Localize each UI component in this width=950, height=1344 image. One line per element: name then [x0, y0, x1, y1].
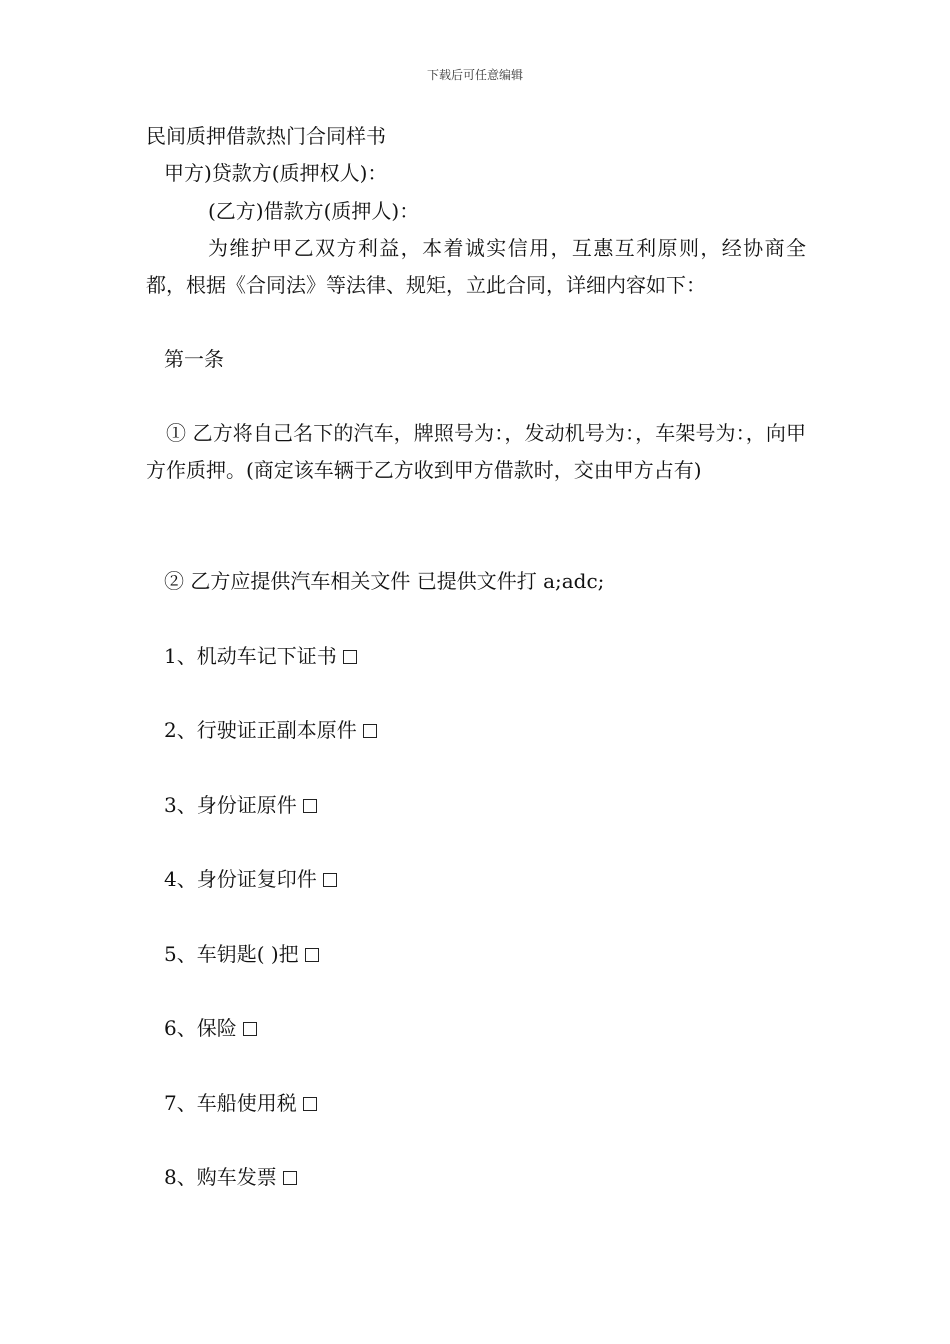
- checkbox-icon[interactable]: [343, 650, 357, 664]
- list-item: [164, 1085, 317, 1122]
- list-item-text: 4、身份证复印件: [164, 867, 317, 891]
- list-item: [164, 936, 319, 973]
- list-item-text: 1、机动车记下证书: [164, 644, 337, 668]
- list-item-text: 5、车钥匙( )把: [164, 942, 299, 966]
- checkbox-icon[interactable]: [303, 799, 317, 813]
- intro-paragraph: 为维护甲乙双方利益，本着诚实信用，互惠互利原则，经协商全都，根据《合同法》等法律、规矩，立此合同，详细内容如下：: [146, 236, 806, 297]
- party-a-line: 甲方)贷款方(质押权人)：: [164, 161, 388, 185]
- checkbox-icon[interactable]: [305, 948, 319, 962]
- document-title: 民间质押借款热门合同样书: [146, 124, 386, 148]
- list-item: [164, 1159, 297, 1196]
- page-header-note: 下载后可任意编辑: [426, 68, 523, 82]
- clause-1-paragraph: ① 乙方将自己名下的汽车，牌照号为：，发动机号为：，车架号为：，向甲方作质押。(商定该车辆于乙方收到甲方借款时，交由甲方占有): [146, 421, 806, 482]
- list-item-text: 2、行驶证正副本原件: [164, 718, 357, 742]
- list-item-text: 7、车船使用税: [164, 1091, 297, 1115]
- list-item: [164, 712, 377, 749]
- checkbox-icon[interactable]: [323, 873, 337, 887]
- list-item-text: 3、身份证原件: [164, 793, 297, 817]
- checkbox-icon[interactable]: [363, 724, 377, 738]
- checkbox-icon[interactable]: [303, 1097, 317, 1111]
- list-item-text: 6、保险: [164, 1016, 237, 1040]
- article-1-heading: 第一条: [164, 347, 224, 371]
- list-item: [164, 787, 317, 824]
- party-b-line: (乙方)借款方(质押人)：: [208, 199, 420, 223]
- list-item-text: 8、购车发票: [164, 1165, 277, 1189]
- list-item: [164, 1010, 257, 1047]
- list-item: [164, 638, 357, 675]
- checkbox-icon[interactable]: [283, 1171, 297, 1185]
- clause-2-paragraph: ② 乙方应提供汽车相关文件 已提供文件打 a;adc;: [164, 569, 605, 593]
- list-item: [164, 861, 337, 898]
- checkbox-icon[interactable]: [243, 1022, 257, 1036]
